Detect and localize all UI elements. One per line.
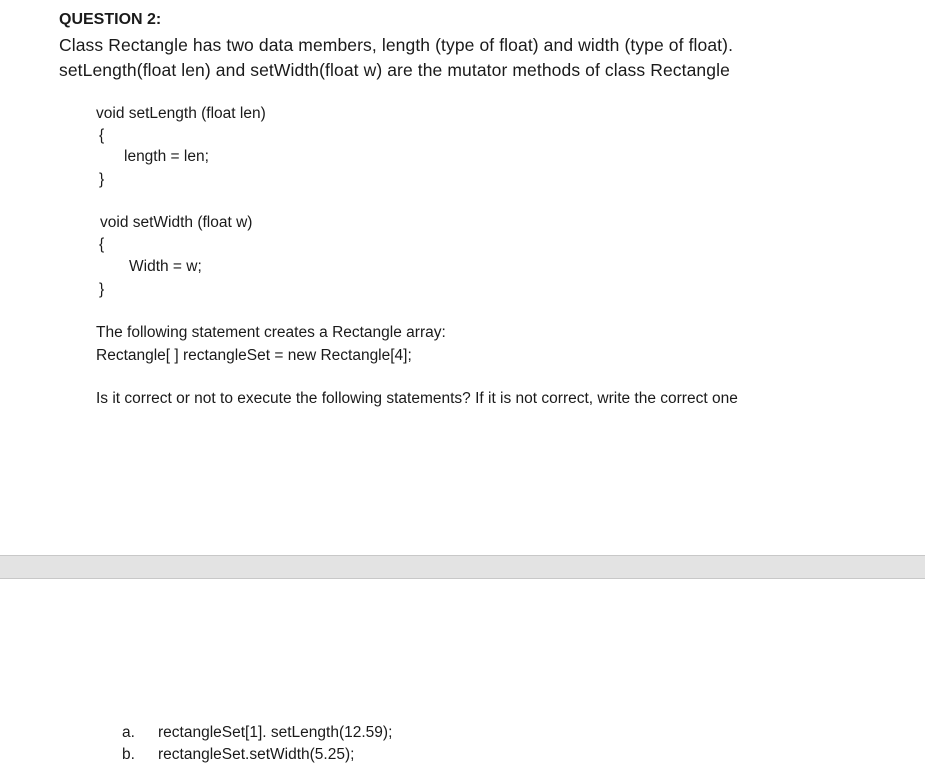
question-intro-line-2: setLength(float len) and setWidth(float w) are the mutator methods of class Rectangle	[59, 60, 730, 80]
option-b-text: rectangleSet.setWidth(5.25);	[158, 746, 355, 763]
set-width-close-brace: }	[99, 281, 105, 298]
set-length-close-brace: }	[99, 171, 105, 188]
set-width-open-brace: {	[99, 236, 105, 253]
question-prompt: Is it correct or not to execute the following statements? If it is not correct, write the correct one	[96, 390, 738, 407]
array-statement-line-2: Rectangle[ ] rectangleSet = new Rectangle[4];	[96, 347, 412, 364]
question-intro-line-1: Class Rectangle has two data members, length (type of float) and width (type of float).	[59, 35, 734, 55]
question-heading: QUESTION 2:	[59, 11, 162, 28]
option-a-letter: a.	[122, 724, 135, 741]
array-statement-line-1: The following statement creates a Rectangle array:	[96, 324, 446, 341]
page-break-band	[0, 555, 925, 579]
option-a-text: rectangleSet[1]. setLength(12.59);	[158, 724, 393, 741]
set-length-signature: void setLength (float len)	[96, 105, 266, 122]
set-length-open-brace: {	[99, 127, 105, 144]
option-b-letter: b.	[122, 746, 135, 763]
set-length-body: length = len;	[124, 148, 209, 165]
set-width-body: Width = w;	[129, 258, 202, 275]
set-width-signature: void setWidth (float w)	[100, 214, 253, 231]
